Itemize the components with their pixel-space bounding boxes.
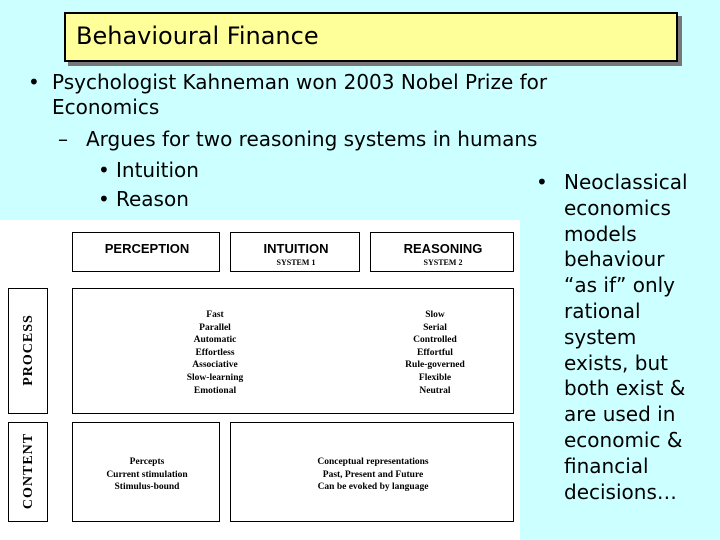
perception-header-cell <box>72 232 220 272</box>
process-cell <box>72 288 514 414</box>
slide-title: Behavioural Finance <box>76 22 319 50</box>
content-perception-cell <box>72 422 220 522</box>
systems-content-attributes: Conceptual representations Past, Present and Future Can be evoked by language <box>317 457 429 493</box>
perception-content-attributes: Percepts Current stimulation Stimulus-bound <box>106 457 188 493</box>
process-side-cell <box>8 288 48 414</box>
note-line: economic & <box>564 427 683 452</box>
intuition-process-attributes: Fast Parallel Automatic Effortless Associative Slow-learning Emotional <box>186 310 244 396</box>
process-label: PROCESS <box>21 314 36 386</box>
note-line: economics <box>564 195 671 220</box>
bullet-intuition: Intuition <box>116 158 199 182</box>
reasoning-header-cell <box>370 232 514 272</box>
perception-header: PERCEPTION <box>104 241 190 256</box>
content-systems-cell <box>230 422 514 522</box>
note-line: system <box>564 324 637 349</box>
bullet-two-systems: Argues for two reasoning systems in humans <box>86 127 538 151</box>
content-label: CONTENT <box>21 432 36 510</box>
content-side-cell <box>8 422 48 522</box>
note-line: exists, but <box>564 350 668 375</box>
intuition-header-cell <box>230 232 360 272</box>
note-line: behaviour <box>564 247 665 272</box>
sub-bullet-dash: – <box>58 127 68 151</box>
reasoning-header: REASONING <box>403 241 483 256</box>
note-line: rational <box>564 298 641 323</box>
note-line: models <box>564 221 637 246</box>
system2-label: SYSTEM 2 <box>423 258 463 267</box>
note-line: decisions… <box>564 479 677 504</box>
bullet-dot: • <box>98 187 110 211</box>
note-line: financial <box>564 453 649 478</box>
bullet-kahneman-line1: Psychologist Kahneman won 2003 Nobel Prize for <box>52 70 548 94</box>
note-line: are used in <box>564 402 676 427</box>
bullet-dot: • <box>98 158 110 182</box>
intuition-header: INTUITION <box>263 241 329 256</box>
system1-label: SYSTEM 1 <box>276 258 316 267</box>
note-line: Neoclassical <box>564 170 688 194</box>
bullet-dot: • <box>28 70 40 94</box>
bullet-dot: • <box>536 170 548 194</box>
note-line: both exist & <box>564 376 686 401</box>
neoclassical-note <box>536 170 720 505</box>
two-systems-diagram <box>0 220 520 540</box>
note-line: “as if” only <box>564 273 676 298</box>
bullet-reason: Reason <box>116 187 189 211</box>
bullet-kahneman-line2: Economics <box>52 95 160 119</box>
title-box <box>64 12 678 62</box>
reasoning-process-attributes: Slow Serial Controlled Effortful Rule-governed Flexible Neutral <box>405 310 465 396</box>
